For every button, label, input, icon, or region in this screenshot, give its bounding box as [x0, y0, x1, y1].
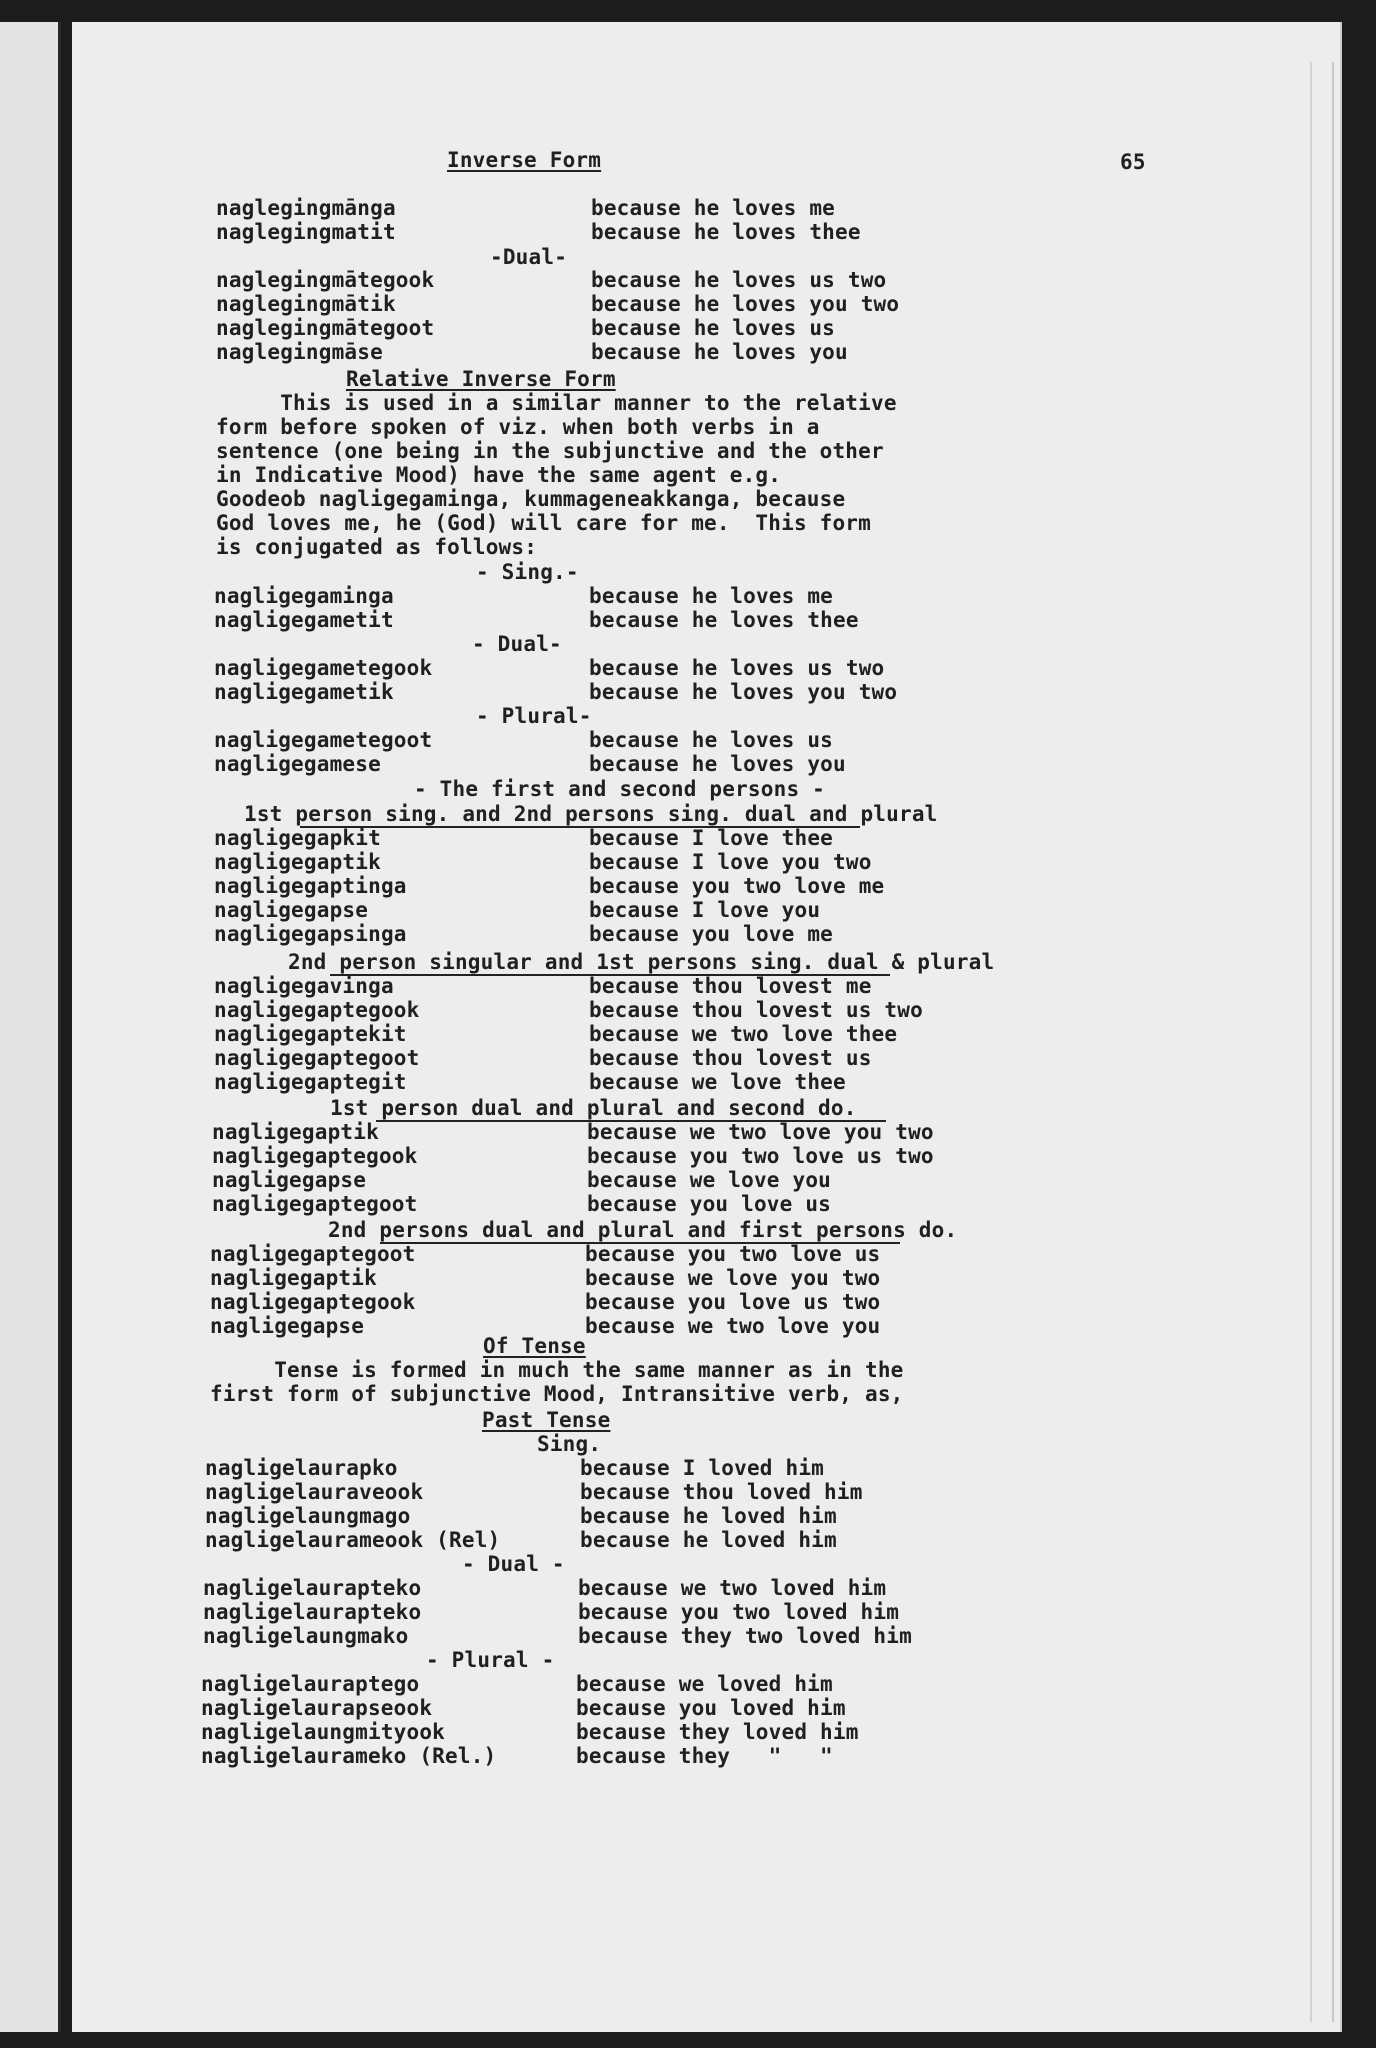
term: naglegingmānga — [216, 196, 396, 220]
first-dual-heading: 1st person dual and plural and second do. — [330, 1096, 857, 1120]
term: nagligegamese — [214, 752, 381, 776]
paragraph-line: sentence (one being in the subjunctive and the other — [216, 439, 884, 463]
term: nagligegaptik — [210, 1266, 377, 1290]
plural-label: - Plural- — [476, 704, 592, 728]
term: nagligegametegoot — [214, 728, 433, 752]
gloss: because you two loved him — [578, 1600, 900, 1624]
gloss: because thou lovest us — [589, 1046, 872, 1070]
paragraph-line: form before spoken of viz. when both verbs in a — [216, 415, 820, 439]
gloss: because he loves me — [591, 196, 836, 220]
term: nagligelaungmako — [203, 1624, 409, 1648]
tense-paragraph — [210, 1358, 904, 1406]
past-tense-heading: Past Tense — [482, 1408, 611, 1432]
term: nagligegapse — [210, 1314, 365, 1338]
gloss: because I love you — [589, 898, 821, 922]
paragraph-line: is conjugated as follows: — [216, 535, 538, 559]
relative-heading: Relative Inverse Form — [346, 367, 616, 391]
dual-label: -Dual- — [490, 245, 568, 269]
term: nagligelaurapseook — [201, 1696, 433, 1720]
past-sing-label: Sing. — [537, 1432, 602, 1456]
relative-paragraph — [216, 391, 897, 559]
second-person-heading: 2nd person singular and 1st persons sing. dual & plural — [288, 950, 995, 974]
paragraph-line: God loves me, he (God) will care for me. This form — [216, 511, 871, 535]
page-number: 65 — [1120, 150, 1146, 174]
term: nagligelaungmago — [205, 1504, 411, 1528]
gloss: because he loves us — [591, 316, 836, 340]
gloss: because we two love thee — [589, 1022, 898, 1046]
term: nagligegaptegoot — [210, 1242, 416, 1266]
term: naglegingmātegoot — [216, 316, 435, 340]
term: nagligegaminga — [214, 584, 394, 608]
term: nagligegaptegook — [212, 1144, 418, 1168]
gloss: because he loves us two — [589, 656, 885, 680]
gloss: because he loves you — [589, 752, 846, 776]
gloss: because he loves thee — [591, 220, 861, 244]
dual-label-2: - Dual- — [472, 632, 562, 656]
gloss: because we love you — [587, 1168, 832, 1192]
tense-heading: Of Tense — [483, 1334, 586, 1358]
gloss: because you love me — [589, 922, 834, 946]
term: nagligegaptinga — [214, 874, 407, 898]
gloss: because they " " — [576, 1744, 833, 1768]
term: nagligegaptegook — [214, 998, 420, 1022]
gloss: because we love you two — [585, 1266, 881, 1290]
term: nagligelaurameook (Rel) — [205, 1528, 501, 1552]
gloss: because we love thee — [589, 1070, 846, 1094]
term: naglegingmāse — [216, 340, 383, 364]
term: nagligegaptegoot — [214, 1046, 420, 1070]
gloss: because you two love us — [585, 1242, 881, 1266]
paragraph-line: first form of subjunctive Mood, Intransitive verb, as, — [210, 1382, 904, 1406]
term: nagligelaungmityook — [201, 1720, 446, 1744]
paragraph-line: in Indicative Mood) have the same agent e.g. — [216, 463, 782, 487]
page-title: Inverse Form — [447, 148, 602, 172]
term: nagligelauraptego — [201, 1672, 420, 1696]
paragraph-line: Goodeob nagligegaminga, kummageneakkanga, because — [216, 487, 846, 511]
term: naglegingmatit — [216, 220, 396, 244]
term: nagligegaptegoot — [212, 1192, 418, 1216]
term: nagligegaptegit — [214, 1070, 407, 1094]
term: nagligegapkit — [214, 826, 381, 850]
gloss: because he loves us — [589, 728, 834, 752]
second-dual-heading: 2nd persons dual and plural and first persons do. — [328, 1218, 958, 1242]
term: nagligegavinga — [214, 974, 394, 998]
gloss: because they two loved him — [578, 1624, 912, 1648]
term: nagligegapsinga — [214, 922, 407, 946]
first-person-heading: 1st person sing. and 2nd persons sing. dual and plural — [244, 802, 938, 826]
previous-page-edge — [0, 22, 61, 2032]
gloss: because you loved him — [576, 1696, 846, 1720]
gloss: because he loves thee — [589, 608, 859, 632]
past-plural-label: - Plural - — [426, 1648, 555, 1672]
gloss: because we two love you — [585, 1314, 881, 1338]
gloss: because he loved him — [580, 1528, 837, 1552]
first-second-label: - The first and second persons - — [414, 777, 825, 801]
gloss: because he loves you two — [591, 292, 900, 316]
gloss: because we two love you two — [587, 1120, 934, 1144]
term: naglegingmātegook — [216, 268, 435, 292]
term: nagligegapse — [214, 898, 369, 922]
past-dual-label: - Dual - — [462, 1552, 565, 1576]
term: nagligegaptekit — [214, 1022, 407, 1046]
term: nagligelaurameko (Rel.) — [201, 1744, 497, 1768]
paragraph-line: This is used in a similar manner to the relative — [216, 391, 897, 415]
gloss: because we two loved him — [578, 1576, 887, 1600]
gloss: because he loves me — [589, 584, 834, 608]
gloss: because thou lovest us two — [589, 998, 923, 1022]
gloss: because he loves us two — [591, 268, 887, 292]
gloss: because he loved him — [580, 1504, 837, 1528]
term: nagligelaurapteko — [203, 1576, 422, 1600]
term: nagligegametik — [214, 680, 394, 704]
gloss: because he loves you — [591, 340, 848, 364]
gloss: because you love us — [587, 1192, 832, 1216]
gloss: because you love us two — [585, 1290, 881, 1314]
term: nagligegapse — [212, 1168, 367, 1192]
term: nagligelaurapteko — [203, 1600, 422, 1624]
term: nagligegametegook — [214, 656, 433, 680]
term: nagligegametit — [214, 608, 394, 632]
page-stack-edge — [1310, 62, 1334, 2022]
sing-label: - Sing.- — [476, 560, 579, 584]
paragraph-line: Tense is formed in much the same manner as in the — [210, 1358, 904, 1382]
term: nagligelaurapko — [205, 1456, 398, 1480]
term: nagligegaptegook — [210, 1290, 416, 1314]
gloss: because we loved him — [576, 1672, 833, 1696]
term: naglegingmātik — [216, 292, 396, 316]
gloss: because he loves you two — [589, 680, 898, 704]
term: nagligegaptik — [212, 1120, 379, 1144]
gloss: because you two love us two — [587, 1144, 934, 1168]
gloss: because I love you two — [589, 850, 872, 874]
gloss: because thou loved him — [580, 1480, 863, 1504]
gloss: because they loved him — [576, 1720, 859, 1744]
term: nagligegaptik — [214, 850, 381, 874]
gloss: because I loved him — [580, 1456, 825, 1480]
gloss: because thou lovest me — [589, 974, 872, 998]
gloss: because I love thee — [589, 826, 834, 850]
term: nagligelauraveook — [205, 1480, 424, 1504]
gloss: because you two love me — [589, 874, 885, 898]
